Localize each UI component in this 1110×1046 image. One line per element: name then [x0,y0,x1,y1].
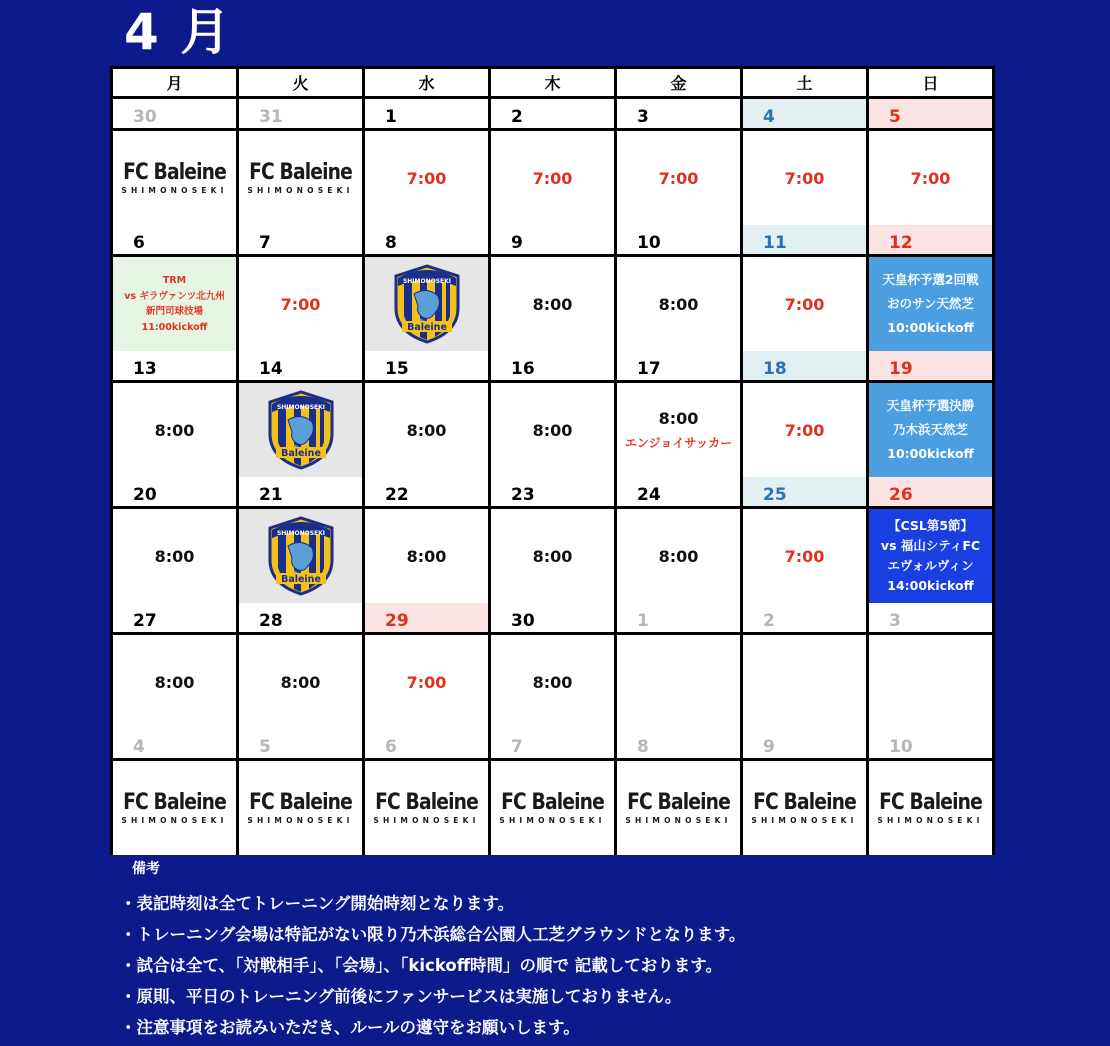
date-number: 4 [763,107,775,127]
event-note: エンジョイサッカー [624,436,733,450]
day-cell[interactable] [239,383,362,477]
day-cell[interactable] [743,131,866,225]
day-cell[interactable] [869,509,992,603]
day-cell[interactable] [365,509,488,603]
logo-subtitle: SHIMONOSEKI [247,816,354,825]
club-crest-icon [390,264,464,344]
date-number: 5 [889,107,901,127]
date-number: 4 [133,737,145,757]
date-number: 6 [385,737,397,757]
date-band [869,99,992,128]
day-cell[interactable] [491,383,614,477]
day-cell[interactable] [491,131,614,225]
day-cell[interactable] [113,635,236,729]
date-number: 13 [133,359,157,379]
event-line: vs 福山シティFC [880,538,981,553]
date-number: 28 [259,611,283,631]
weekday-header: 日 [869,69,992,96]
day-cell[interactable] [617,383,740,477]
logo-subtitle: SHIMONOSEKI [121,816,228,825]
date-number: 16 [511,359,535,379]
day-cell[interactable] [743,761,866,855]
date-number: 2 [763,611,775,631]
date-number: 20 [133,485,157,505]
day-cell[interactable] [743,509,866,603]
fc-baleine-logo [114,791,235,825]
date-number: 6 [133,233,145,253]
day-cell[interactable] [113,509,236,603]
logo-subtitle: SHIMONOSEKI [373,816,480,825]
day-cell[interactable] [491,635,614,729]
date-band [869,729,992,758]
training-time: 7:00 [658,168,699,188]
date-number: 2 [511,107,523,127]
logo-wordmark: FC Baleine [753,790,856,815]
fc-baleine-logo [240,161,361,195]
date-number: 7 [259,233,271,253]
date-band [239,729,362,758]
svg-text:Baleine: Baleine [280,574,321,585]
logo-wordmark: FC Baleine [501,790,604,815]
day-cell[interactable] [365,131,488,225]
logo-wordmark: FC Baleine [879,790,982,815]
date-band [491,351,614,380]
date-band [491,225,614,254]
date-band [617,729,740,758]
training-time: 7:00 [784,294,825,314]
date-band [491,603,614,632]
date-band [365,225,488,254]
day-cell[interactable] [491,257,614,351]
date-number: 9 [511,233,523,253]
day-cell[interactable] [239,131,362,225]
date-band [365,729,488,758]
date-band [365,603,488,632]
day-cell[interactable] [113,257,236,351]
event-line: 10:00kickoff [887,446,974,461]
date-band [239,477,362,506]
day-cell[interactable] [617,131,740,225]
date-band [617,603,740,632]
day-cell[interactable] [365,383,488,477]
date-number: 21 [259,485,283,505]
event-line: 11:00kickoff [141,321,208,333]
club-crest-icon [264,516,338,596]
date-number: 10 [889,737,913,757]
date-band [491,99,614,128]
date-number: 19 [889,359,913,379]
note-item: ・原則、平日のトレーニング前後にファンサービスは実施しておりません。 [120,987,682,1006]
day-cell[interactable] [113,131,236,225]
date-number: 3 [889,611,901,631]
event-line: 天皇杯予選2回戦 [882,272,979,287]
date-band [239,351,362,380]
date-band [617,477,740,506]
training-time: 7:00 [784,168,825,188]
svg-text:SHIMONOSEKI: SHIMONOSEKI [276,530,325,537]
date-band [113,225,236,254]
fc-baleine-logo [618,791,739,825]
date-band [869,477,992,506]
date-band [743,225,866,254]
logo-subtitle: SHIMONOSEKI [751,816,858,825]
date-band [869,351,992,380]
day-cell[interactable] [365,761,488,855]
day-cell[interactable] [869,761,992,855]
logo-subtitle: SHIMONOSEKI [877,816,984,825]
date-number: 27 [133,611,157,631]
day-cell[interactable] [869,635,992,729]
logo-wordmark: FC Baleine [123,160,226,185]
date-band [743,477,866,506]
fc-baleine-logo [114,161,235,195]
note-item: ・表記時刻は全てトレーニング開始時刻となります。 [120,894,515,913]
date-number: 18 [763,359,787,379]
day-cell[interactable] [617,635,740,729]
date-number: 8 [637,737,649,757]
training-time: 8:00 [154,546,195,566]
date-band [113,603,236,632]
date-band [113,99,236,128]
date-number: 7 [511,737,523,757]
logo-wordmark: FC Baleine [375,790,478,815]
date-number: 29 [385,611,409,631]
date-band [743,99,866,128]
training-time: 7:00 [406,672,447,692]
date-band [743,729,866,758]
training-time: 8:00 [154,672,195,692]
day-cell[interactable] [365,635,488,729]
date-band [365,99,488,128]
date-number: 5 [259,737,271,757]
training-time: 8:00 [658,409,699,428]
date-band [491,729,614,758]
date-number: 26 [889,485,913,505]
date-number: 1 [385,107,397,127]
weekday-header: 月 [113,69,236,96]
date-band [365,351,488,380]
svg-text:SHIMONOSEKI: SHIMONOSEKI [276,404,325,411]
date-number: 3 [637,107,649,127]
training-time: 8:00 [532,672,573,692]
date-number: 24 [637,485,661,505]
event-line: 乃木浜天然芝 [892,422,968,437]
training-time: 8:00 [658,546,699,566]
logo-subtitle: SHIMONOSEKI [121,186,228,195]
event-line: おのサン天然芝 [887,296,974,311]
date-band [617,99,740,128]
training-time: 8:00 [154,420,195,440]
date-number: 12 [889,233,913,253]
date-number: 11 [763,233,787,253]
date-band [113,477,236,506]
date-band [869,225,992,254]
event-line: 10:00kickoff [887,320,974,335]
svg-text:SHIMONOSEKI: SHIMONOSEKI [402,278,451,285]
day-cell[interactable] [617,509,740,603]
date-band [113,729,236,758]
date-number: 25 [763,485,787,505]
day-cell[interactable] [743,635,866,729]
date-number: 10 [637,233,661,253]
day-cell[interactable] [743,383,866,477]
fc-baleine-logo [492,791,613,825]
day-cell[interactable] [743,257,866,351]
training-time: 8:00 [532,546,573,566]
day-cell[interactable] [239,257,362,351]
logo-subtitle: SHIMONOSEKI [247,186,354,195]
logo-subtitle: SHIMONOSEKI [625,816,732,825]
training-time: 8:00 [532,420,573,440]
logo-wordmark: FC Baleine [123,790,226,815]
day-cell[interactable] [113,383,236,477]
notes-title: 備考 [132,861,160,877]
day-cell[interactable] [491,761,614,855]
date-band [743,603,866,632]
date-number: 31 [259,107,283,127]
event-line: 天皇杯予選決勝 [886,398,975,413]
weekday-header: 金 [617,69,740,96]
date-number: 15 [385,359,409,379]
date-band [491,477,614,506]
date-band [869,603,992,632]
day-cell[interactable] [239,635,362,729]
weekday-header: 木 [491,69,614,96]
day-cell[interactable] [617,257,740,351]
training-time: 7:00 [532,168,573,188]
date-band [239,603,362,632]
day-cell[interactable] [239,509,362,603]
event-line: TRM [162,275,187,286]
event-line: 新門司球技場 [145,306,203,317]
logo-wordmark: FC Baleine [249,160,352,185]
date-band [113,351,236,380]
date-number: 14 [259,359,283,379]
event-line: エヴォルヴィン [887,558,974,573]
date-number: 23 [511,485,535,505]
date-band [617,225,740,254]
day-cell[interactable] [869,383,992,477]
weekday-header: 火 [239,69,362,96]
date-number: 22 [385,485,409,505]
date-band [239,99,362,128]
day-cell[interactable] [239,761,362,855]
date-number: 17 [637,359,661,379]
training-time: 8:00 [658,294,699,314]
day-cell[interactable] [869,131,992,225]
date-band [239,225,362,254]
date-band [743,351,866,380]
training-time: 7:00 [280,294,321,314]
training-time: 7:00 [784,546,825,566]
training-time: 8:00 [280,672,321,692]
fc-baleine-logo [240,791,361,825]
fc-baleine-logo [744,791,865,825]
date-number: 8 [385,233,397,253]
weekday-header: 土 [743,69,866,96]
note-item: ・トレーニング会場は特記がない限り乃木浜総合公園人工芝グラウンドとなります。 [120,925,746,944]
club-crest-icon [264,390,338,470]
svg-text:Baleine: Baleine [406,322,447,333]
logo-subtitle: SHIMONOSEKI [499,816,606,825]
note-item: ・試合は全て、「対戦相手」、「会場」、「kickoff時間」の順で 記載しております。 [120,956,722,975]
date-number: 1 [637,611,649,631]
date-band [617,351,740,380]
weekday-header: 水 [365,69,488,96]
month-title: 4 月 [124,3,233,61]
svg-text:Baleine: Baleine [280,448,321,459]
day-cell[interactable] [617,761,740,855]
day-cell[interactable] [365,257,488,351]
training-time: 7:00 [910,168,951,188]
training-time: 8:00 [406,420,447,440]
note-item: ・注意事項をお読みいただき、ルールの遵守をお願いします。 [120,1018,580,1037]
day-cell[interactable] [869,257,992,351]
day-cell[interactable] [113,761,236,855]
event-line: 14:00kickoff [887,578,974,593]
fc-baleine-logo [366,791,487,825]
date-band [365,477,488,506]
logo-wordmark: FC Baleine [249,790,352,815]
logo-wordmark: FC Baleine [627,790,730,815]
day-cell[interactable] [491,509,614,603]
date-number: 30 [511,611,535,631]
date-number: 30 [133,107,157,127]
event-line: vs ギラヴァンツ北九州 [124,290,225,302]
training-time: 8:00 [406,546,447,566]
training-time: 8:00 [532,294,573,314]
event-line: 【CSL第5節】 [887,518,974,533]
fc-baleine-logo [870,791,991,825]
calendar-grid [110,66,995,855]
date-number: 9 [763,737,775,757]
training-time: 7:00 [784,420,825,440]
training-time: 7:00 [406,168,447,188]
